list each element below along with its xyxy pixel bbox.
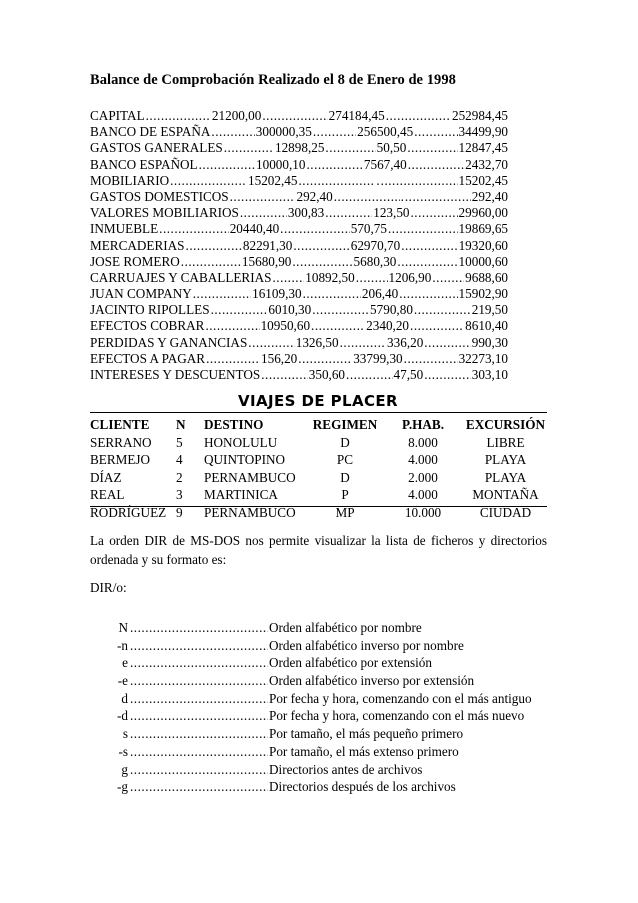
leader-dots <box>303 286 361 302</box>
leader-dots <box>325 205 372 221</box>
balance-row <box>90 108 508 124</box>
balance-value-3: 9688,60 <box>465 269 508 285</box>
balance-row <box>90 124 508 140</box>
dir-option-key: s <box>122 726 128 742</box>
cell-n: 9 <box>176 504 183 520</box>
viajes-title: VIAJES DE PLACER <box>238 392 398 410</box>
balance-row <box>90 286 508 302</box>
dir-option-row <box>116 762 476 780</box>
leader-dots <box>211 302 268 318</box>
leader-dots <box>292 254 352 270</box>
leader-dots <box>432 270 464 286</box>
balance-account-name: INTERESES Y DESCUENTOS <box>90 367 261 382</box>
cell-regimen: P <box>341 487 349 503</box>
leader-dots <box>130 673 268 689</box>
cell-excursion: MONTAÑA <box>472 487 539 503</box>
balance-value-3: 19320,60 <box>458 237 509 253</box>
cell-phab: 10.000 <box>404 504 442 520</box>
leader-dots <box>262 108 327 124</box>
dir-option-key: -d <box>117 708 128 724</box>
dir-option-row <box>116 673 476 691</box>
cell-regimen: PC <box>336 452 354 468</box>
balance-value-2: 274184,45 <box>328 108 385 123</box>
cell-phab: 4.000 <box>408 487 438 503</box>
leader-dots <box>248 335 294 351</box>
cell-cliente: RODRÍGUEZ <box>90 504 167 520</box>
dir-option-row <box>116 620 476 638</box>
leader-dots <box>193 286 251 302</box>
balance-row <box>90 189 508 205</box>
dir-option-key: d <box>121 690 128 706</box>
leader-dots <box>313 124 356 140</box>
dir-option-description: Por tamaño, el más extenso primero <box>269 743 459 759</box>
dir-option-row <box>116 638 476 656</box>
balance-row <box>90 270 508 286</box>
leader-dots <box>130 638 268 654</box>
balance-value-2: 50,50 <box>376 140 407 156</box>
balance-value-1: 10892,50 <box>305 269 355 285</box>
dir-option-description: Por fecha y hora, comenzando con el más nuevo <box>269 708 525 724</box>
leader-dots <box>130 620 268 636</box>
viajes-header-row <box>90 416 547 434</box>
leader-dots <box>424 335 470 351</box>
balance-value-1: 10950,60 <box>260 318 311 334</box>
cell-destino: QUINTOPINO <box>204 452 286 468</box>
leader-dots <box>130 708 268 724</box>
cell-cliente: BERMEJO <box>90 452 151 468</box>
balance-account-name: PERDIDAS Y GANANCIAS <box>90 334 248 350</box>
dir-option-key: e <box>122 655 128 671</box>
dir-option-description: Orden alfabético por nombre <box>269 620 422 635</box>
leader-dots <box>407 140 457 156</box>
leader-dots <box>181 254 241 270</box>
dir-option-description: Por tamaño, el más pequeño primero <box>269 726 464 742</box>
leader-dots <box>340 335 386 351</box>
balance-value-1: 6010,30 <box>268 302 312 318</box>
balance-value-1: 82291,30 <box>242 237 293 253</box>
balance-value-1: 10000,10 <box>256 156 306 172</box>
viajes-row <box>90 451 547 469</box>
balance-value-1: 15202,45 <box>248 172 298 188</box>
balance-row <box>90 254 508 270</box>
balance-row <box>90 318 508 334</box>
balance-row <box>90 173 508 189</box>
leader-dots <box>397 254 457 270</box>
leader-dots <box>346 367 393 383</box>
leader-dots <box>388 221 458 237</box>
cell-n: 3 <box>176 487 183 503</box>
balance-account-name: JOSE ROMERO <box>90 253 180 269</box>
leader-dots <box>399 286 457 302</box>
balance-value-1: 350,60 <box>308 367 346 382</box>
cell-regimen: D <box>340 434 350 450</box>
leader-dots <box>410 318 464 334</box>
leader-dots <box>159 221 229 237</box>
balance-value-3: 219,50 <box>471 302 508 318</box>
cell-excursion: PLAYA <box>484 469 527 485</box>
leader-dots <box>293 238 349 254</box>
balance-value-2: 123,50 <box>373 205 410 221</box>
cell-n: 5 <box>176 434 183 450</box>
balance-value-2: 47,50 <box>393 367 424 382</box>
leader-dots <box>298 351 352 367</box>
viajes-row <box>90 486 547 504</box>
balance-value-2: 62970,70 <box>350 237 401 253</box>
dir-option-description: Directorios después de los archivos <box>269 779 456 795</box>
balance-row <box>90 367 508 383</box>
header-n: N <box>176 417 186 432</box>
balance-row <box>90 221 508 237</box>
balance-value-1: 15680,90 <box>241 253 292 269</box>
balance-account-name: GASTOS DOMESTICOS <box>90 188 229 204</box>
leader-dots <box>404 351 458 367</box>
balance-value-2: 5790,80 <box>370 302 413 318</box>
dir-option-description: Directorios antes de archivos <box>269 761 423 777</box>
leader-dots <box>130 762 268 778</box>
viajes-row <box>90 469 547 487</box>
dir-option-key: -n <box>117 637 128 653</box>
leader-dots <box>414 124 457 140</box>
leader-dots <box>411 205 458 221</box>
cell-cliente: REAL <box>90 487 125 503</box>
balance-account-name: BANCO DE ESPAÑA <box>90 124 211 140</box>
cell-phab: 4.000 <box>408 452 438 468</box>
cell-cliente: DÍAZ <box>90 469 122 485</box>
leader-dots <box>130 744 268 760</box>
cell-cliente: SERRANO <box>90 434 152 450</box>
leader-dots <box>206 351 260 367</box>
header-cliente: CLIENTE <box>90 417 150 432</box>
balance-value-1: 300000,35 <box>255 124 312 140</box>
balance-value-3: 29960,00 <box>458 205 508 221</box>
balance-value-3: 303,10 <box>471 367 508 382</box>
leader-dots <box>424 367 471 383</box>
cell-excursion: LIBRE <box>486 434 525 450</box>
balance-value-2: 2340,20 <box>366 318 410 334</box>
balance-value-3: 12847,45 <box>458 140 508 156</box>
leader-dots <box>334 189 400 205</box>
leader-dots <box>224 140 274 156</box>
leader-dots <box>240 205 287 221</box>
balance-value-3: 292,40 <box>471 188 508 204</box>
leader-dots <box>272 270 304 286</box>
leader-dots <box>381 173 458 189</box>
balance-value-3: 10000,60 <box>458 253 508 269</box>
cell-destino: HONOLULU <box>204 434 278 450</box>
balance-account-name: JUAN COMPANY <box>90 286 192 302</box>
dir-option-description: Orden alfabético inverso por nombre <box>269 637 464 653</box>
balance-value-2: . <box>376 172 380 188</box>
balance-account-name: EFECTOS COBRAR <box>90 318 205 334</box>
balance-value-3: 2432,70 <box>465 156 508 172</box>
leader-dots <box>312 302 369 318</box>
balance-account-name: VALORES MOBILIARIOS <box>90 205 239 221</box>
header-destino: DESTINO <box>204 417 264 432</box>
leader-dots <box>356 270 388 286</box>
leader-dots <box>401 238 457 254</box>
cell-regimen: MP <box>335 504 355 520</box>
leader-dots <box>130 779 268 795</box>
balance-row <box>90 238 508 254</box>
dir-option-description: Por fecha y hora, comenzando con el más antiguo <box>269 690 532 706</box>
leader-dots <box>414 302 471 318</box>
header-excursion: EXCURSIÓN <box>465 417 546 432</box>
balance-account-name: GASTOS GANERALES <box>90 140 223 156</box>
balance-account-name: CAPITAL <box>90 108 145 123</box>
balance-value-2: 206,40 <box>361 286 399 302</box>
dir-option-key: -g <box>117 779 128 795</box>
balance-row <box>90 351 508 367</box>
cell-excursion: PLAYA <box>484 452 527 468</box>
dir-option-description: Orden alfabético inverso por extensión <box>269 673 475 689</box>
cell-n: 2 <box>176 469 183 485</box>
leader-dots <box>408 157 464 173</box>
leader-dots <box>170 173 247 189</box>
balance-value-3: 8610,40 <box>465 318 508 334</box>
balance-value-2: 1206,90 <box>388 269 432 285</box>
balance-value-1: 156,20 <box>261 350 298 366</box>
balance-value-1: 20440,40 <box>229 221 280 237</box>
leader-dots <box>205 318 259 334</box>
balance-value-3: 19869,65 <box>458 221 508 237</box>
balance-value-3: 15202,45 <box>458 172 508 188</box>
cell-n: 4 <box>176 452 183 468</box>
dir-option-row <box>116 708 525 726</box>
leader-dots <box>130 726 268 742</box>
leader-dots <box>405 189 471 205</box>
leader-dots <box>186 238 242 254</box>
balance-value-1: 12898,25 <box>274 140 325 156</box>
header-regimen: REGIMEN <box>312 417 378 432</box>
cell-destino: MARTINICA <box>204 487 278 503</box>
dir-option-row <box>116 655 476 673</box>
cell-destino: PERNAMBUCO <box>204 504 296 520</box>
leader-dots <box>325 140 375 156</box>
leader-dots <box>199 157 255 173</box>
balance-account-name: MOBILIARIO <box>90 172 170 188</box>
balance-value-2: 7567,40 <box>363 156 407 172</box>
balance-row <box>90 157 508 173</box>
cell-regimen: D <box>340 469 350 485</box>
balance-table <box>90 108 508 383</box>
dir-option-row <box>116 726 476 744</box>
balance-value-2: 5680,30 <box>353 253 397 269</box>
balance-value-2: 570,75 <box>350 221 387 237</box>
leader-dots <box>306 157 362 173</box>
leader-dots <box>146 108 211 124</box>
viajes-row <box>90 434 547 452</box>
balance-account-name: EFECTOS A PAGAR <box>90 350 206 366</box>
balance-row <box>90 205 508 221</box>
dir-options-list <box>116 620 532 797</box>
leader-dots <box>230 189 296 205</box>
cell-destino: PERNAMBUCO <box>204 469 296 485</box>
balance-value-1: 21200,00 <box>211 108 262 123</box>
balance-value-1: 300,83 <box>287 205 325 221</box>
leader-dots <box>211 124 254 140</box>
table-bottom-rule <box>90 506 547 507</box>
dir-option-key: -e <box>117 673 128 689</box>
balance-value-2: 336,20 <box>387 334 424 350</box>
dir-option-description: Orden alfabético por extensión <box>269 655 432 671</box>
balance-row <box>90 140 508 156</box>
balance-account-name: CARRUAJES Y CABALLERIAS <box>90 269 272 285</box>
balance-value-3: 34499,90 <box>458 124 508 140</box>
leader-dots <box>130 655 268 671</box>
cell-phab: 8.000 <box>408 434 438 450</box>
cell-excursion: CIUDAD <box>479 504 532 520</box>
balance-value-3: 32273,10 <box>458 350 509 366</box>
dir-paragraph: La orden DIR de MS-DOS nos permite visualizar la lista de ficheros y directorios ordenada y su formato es: <box>90 533 547 567</box>
dir-command: DIR/o: <box>90 580 127 595</box>
leader-dots <box>280 221 350 237</box>
dir-option-key: g <box>121 761 128 777</box>
balance-value-1: 292,40 <box>296 188 333 204</box>
leader-dots <box>130 691 268 707</box>
leader-dots <box>386 108 451 124</box>
balance-account-name: BANCO ESPAÑOL <box>90 156 198 172</box>
leader-dots <box>298 173 375 189</box>
balance-value-2: . <box>400 188 404 204</box>
balance-account-name: JACINTO RIPOLLES <box>90 302 210 318</box>
dir-option-key: N <box>118 620 128 635</box>
balance-value-1: 1326,50 <box>295 334 339 350</box>
balance-account-name: MERCADERIAS <box>90 237 185 253</box>
balance-row <box>90 302 508 318</box>
header-phab: P.HAB. <box>401 417 444 432</box>
dir-option-row <box>116 779 476 797</box>
balance-value-1: 16109,30 <box>252 286 302 302</box>
document-title: Balance de Comprobación Realizado el 8 de Enero de 1998 <box>90 72 456 88</box>
dir-option-key: -s <box>118 743 128 759</box>
dir-option-row <box>116 690 532 709</box>
balance-value-2: 256500,45 <box>357 124 414 140</box>
dir-option-row <box>116 744 476 762</box>
balance-row <box>90 335 508 351</box>
balance-value-2: 33799,30 <box>353 350 403 366</box>
balance-value-3: 252984,45 <box>451 108 509 123</box>
cell-phab: 2.000 <box>408 469 438 485</box>
balance-account-name: INMUEBLE <box>90 221 159 237</box>
table-top-rule <box>90 412 547 413</box>
leader-dots <box>311 318 365 334</box>
balance-value-3: 990,30 <box>471 334 508 350</box>
balance-value-3: 15902,90 <box>458 286 508 302</box>
leader-dots <box>261 367 308 383</box>
